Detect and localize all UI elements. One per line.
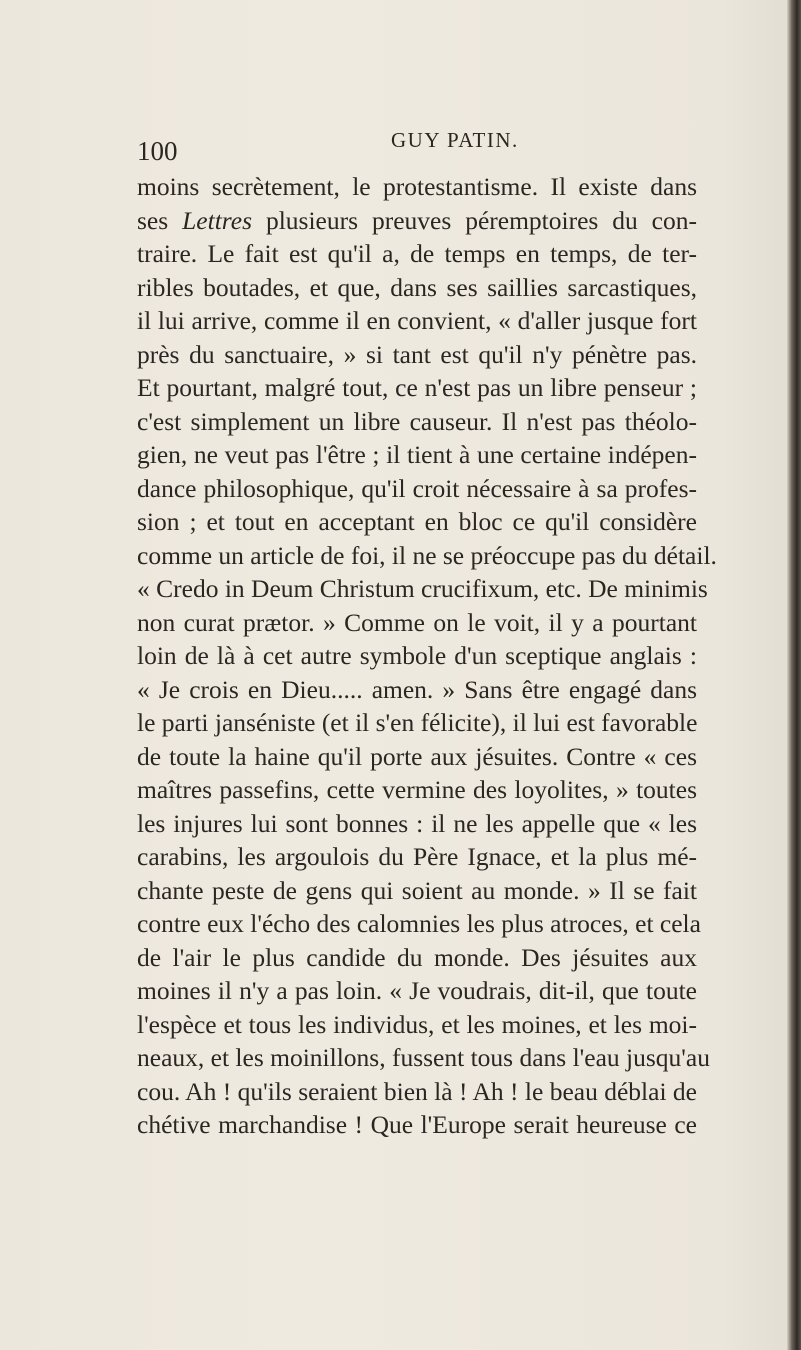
italic-title: Lettres [182,205,252,235]
text-line: moins secrètement, le protestantisme. Il existe dans [137,172,697,201]
text-line: « Credo in Deum Christum crucifixum, etc. De minimis [137,574,708,603]
text-line: le parti janséniste (et il s'en félicite), il lui est favorable [137,708,698,737]
text-line: non curat prætor. » Comme on le voit, il y a pourtant [137,607,697,637]
text-line: gien, ne veut pas l'être ; il tient à une certaine indépen- [137,440,697,469]
text-line: comme un article de foi, il ne se préoccupe pas du détail. [137,540,717,570]
page-edge-shadow [787,0,801,1350]
text-fragment: plusieurs preuves péremptoires du con- [265,205,697,235]
text-line: contre eux l'écho des calomnies les plus atroces, et cela [137,909,701,938]
text-line: les injures lui sont bonnes : il ne les appelle que « les [137,808,697,838]
text-line: « Je crois en Dieu..... amen. » Sans être engagé dans [137,674,697,704]
text-line: de toute la haine qu'il porte aux jésuites. Contre « ces [137,741,697,771]
text-line: traire. Le fait est qu'il a, de temps en temps, de ter- [137,239,697,268]
text-line: ribles boutades, et que, dans ses saillies sarcastiques, [137,272,697,302]
text-line: cou. Ah ! qu'ils seraient bien là ! Ah ! le beau déblai de [137,1076,697,1106]
page-header [137,128,717,164]
text-line: Et pourtant, malgré tout, ce n'est pas un libre penseur ; [137,373,697,402]
text-line: près du sanctuaire, » si tant est qu'il n'y pénètre pas. [137,339,697,369]
text-line: de l'air le plus candide du monde. Des jésuites aux [137,942,697,972]
text-line: sion ; et tout en acceptant en bloc ce qu'il considère [137,507,697,536]
text-line: chétive marchandise ! Que l'Europe serait heureuse ce [137,1110,697,1139]
page-number: 100 [137,136,178,166]
running-head: GUY PATIN. [391,128,519,152]
text-line: l'espèce et tous les individus, et les moines, et les moi- [137,1009,697,1039]
text-line: moines il n'y a pas loin. « Je voudrais, dit-il, que toute [137,976,697,1005]
text-line: neaux, et les moinillons, fussent tous dans l'eau jusqu'au [137,1043,710,1072]
text-line: dance philosophique, qu'il croit nécessaire à sa profes- [137,473,697,503]
text-line: il lui arrive, comme il en convient, « d'aller jusque fort [137,306,697,335]
text-line: maîtres passefins, cette vermine des loyolites, » toutes [137,775,697,804]
body-text [137,170,717,1142]
text-line: chante peste de gens qui soient au monde. » Il se fait [137,875,697,905]
text-line: loin de là à cet autre symbole d'un sceptique anglais : [137,641,697,670]
text-line [137,204,697,238]
text-line: c'est simplement un libre causeur. Il n'est pas théolo- [137,406,697,436]
text-line: carabins, les argoulois du Père Ignace, et la plus mé- [137,842,697,871]
text-fragment: ses [137,205,169,235]
